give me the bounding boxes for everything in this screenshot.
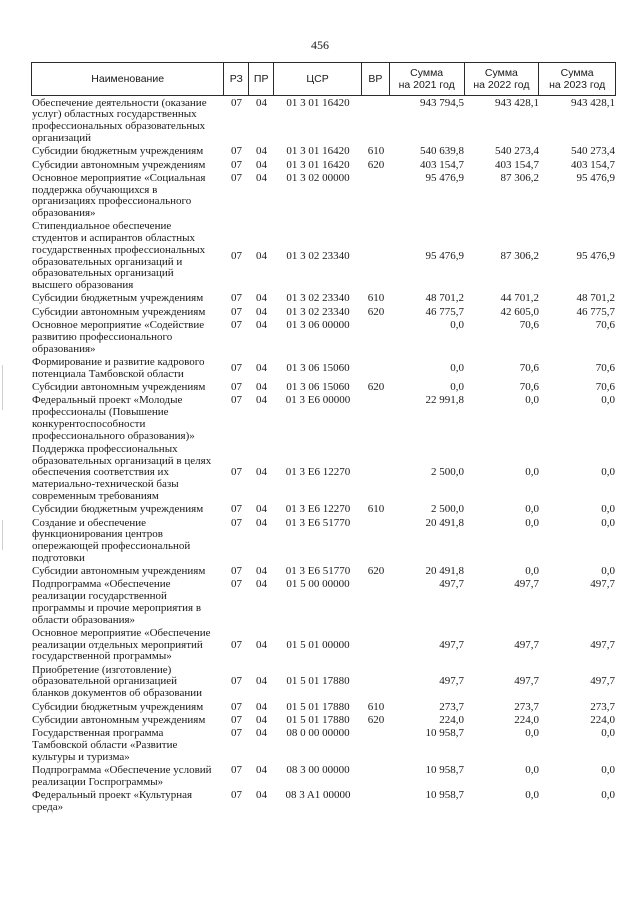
row-name: Приобретение (изготовление) образовательной организацией бланков документов об образовании <box>32 663 202 700</box>
row-vr <box>362 518 390 565</box>
row-sum-2021: 403 154,7 <box>420 158 464 171</box>
row-vr <box>362 395 390 442</box>
table-row <box>31 566 616 578</box>
row-csr: 01 5 01 17880 <box>286 700 350 713</box>
row-rz: 07 <box>231 700 242 713</box>
row-name: Субсидии автономным учреждениям <box>32 713 206 726</box>
row-pr: 04 <box>256 305 267 318</box>
row-csr: 08 3 A1 00000 <box>285 789 351 802</box>
table-row <box>31 357 616 380</box>
row-sum-2022: 0,0 <box>525 789 539 802</box>
row-rz: 07 <box>231 466 242 479</box>
row-csr: 01 3 E6 51770 <box>285 516 351 529</box>
row-sum-2023: 497,7 <box>590 675 615 688</box>
row-csr: 01 5 01 17880 <box>286 675 350 688</box>
row-pr: 04 <box>256 171 267 184</box>
row-rz: 07 <box>231 713 242 726</box>
header-vr: ВР <box>362 63 390 95</box>
row-pr: 04 <box>256 713 267 726</box>
row-pr: 04 <box>256 361 267 374</box>
row-csr: 01 3 E6 12270 <box>285 466 351 479</box>
row-sum-2023: 95 476,9 <box>576 249 615 262</box>
row-pr: 04 <box>256 158 267 171</box>
table-row <box>31 765 616 788</box>
row-sum-2023: 224,0 <box>590 713 615 726</box>
header-sum-2021: Сумма на 2021 год <box>390 63 465 95</box>
row-rz: 07 <box>231 381 242 394</box>
row-sum-2021: 0,0 <box>450 319 464 332</box>
row-name: Федеральный проект «Молодые профессионалы (Повышение конкурентоспособности профессионального образования)» <box>32 394 195 442</box>
row-name: Основное мероприятие «Социальная поддержка обучающихся в организациях профессионального образования» <box>32 171 206 220</box>
row-vr <box>362 98 390 145</box>
row-csr: 01 3 E6 51770 <box>285 565 351 578</box>
row-rz: 07 <box>231 96 242 109</box>
row-vr: 620 <box>367 381 385 394</box>
row-name: Создание и обеспечение функционирования центров опережающей профессиональной подготовки <box>32 516 191 564</box>
table-row <box>31 146 616 158</box>
row-rz: 07 <box>231 249 242 262</box>
row-vr <box>362 728 390 763</box>
row-sum-2023: 540 273,4 <box>571 145 615 158</box>
row-pr: 04 <box>256 638 267 651</box>
row-csr: 01 3 06 15060 <box>286 361 350 374</box>
row-sum-2022: 44 701,2 <box>500 292 539 305</box>
row-rz: 07 <box>231 516 242 529</box>
table-row <box>31 382 616 394</box>
row-csr: 01 3 01 16420 <box>286 96 350 109</box>
row-rz: 07 <box>231 578 242 591</box>
row-sum-2022: 0,0 <box>525 516 539 529</box>
row-pr: 04 <box>256 578 267 591</box>
table-row <box>31 173 616 220</box>
row-sum-2021: 20 491,8 <box>425 565 464 578</box>
row-sum-2022: 0,0 <box>525 394 539 407</box>
row-sum-2022: 0,0 <box>525 764 539 777</box>
row-name: Подпрограмма «Обеспечение реализации государственной программы и прочие мероприятия в области образования» <box>32 578 202 626</box>
row-pr: 04 <box>256 565 267 578</box>
row-vr <box>362 579 390 626</box>
row-sum-2022: 70,6 <box>519 361 539 374</box>
row-sum-2023: 0,0 <box>601 503 615 516</box>
row-rz: 07 <box>231 171 242 184</box>
row-rz: 07 <box>231 727 242 740</box>
row-rz: 07 <box>231 764 242 777</box>
row-rz: 07 <box>231 145 242 158</box>
row-sum-2021: 0,0 <box>450 361 464 374</box>
row-vr: 620 <box>367 305 385 318</box>
row-sum-2023: 70,6 <box>595 319 615 332</box>
table-row <box>31 221 616 291</box>
row-sum-2022: 0,0 <box>525 503 539 516</box>
row-sum-2021: 497,7 <box>439 578 464 591</box>
row-sum-2021: 224,0 <box>439 713 464 726</box>
row-sum-2023: 273,7 <box>590 700 615 713</box>
row-sum-2021: 273,7 <box>439 700 464 713</box>
table-row <box>31 628 616 663</box>
row-sum-2021: 0,0 <box>450 381 464 394</box>
row-sum-2022: 497,7 <box>514 675 539 688</box>
header-sum-2023: Сумма на 2023 год <box>549 67 606 91</box>
row-name: Основное мероприятие «Обеспечение реализации отдельных мероприятий государственной программы» <box>32 626 211 663</box>
row-name: Обеспечение деятельности (оказание услуг) областных государственных профессиональных образовательных организаций <box>32 96 207 144</box>
row-sum-2022: 497,7 <box>514 578 539 591</box>
row-sum-2023: 497,7 <box>590 578 615 591</box>
row-csr: 08 0 00 00000 <box>286 727 350 740</box>
row-vr <box>362 765 390 788</box>
row-pr: 04 <box>256 249 267 262</box>
row-rz: 07 <box>231 638 242 651</box>
row-name: Субсидии бюджетным учреждениям <box>32 503 204 516</box>
row-rz: 07 <box>231 158 242 171</box>
row-sum-2022: 42 605,0 <box>500 305 539 318</box>
row-csr: 01 3 E6 12270 <box>285 503 351 516</box>
row-rz: 07 <box>231 565 242 578</box>
row-name: Субсидии бюджетным учреждениям <box>32 292 204 305</box>
row-sum-2021: 10 958,7 <box>425 764 464 777</box>
scan-margin-mark <box>2 520 3 550</box>
row-vr: 610 <box>367 503 385 516</box>
row-pr: 04 <box>256 700 267 713</box>
row-name: Субсидии бюджетным учреждениям <box>32 145 204 158</box>
row-vr: 620 <box>367 565 385 578</box>
row-csr: 01 3 02 00000 <box>286 171 350 184</box>
row-csr: 01 5 00 00000 <box>286 578 350 591</box>
row-name: Основное мероприятие «Содействие развитию профессионального образования» <box>32 319 205 355</box>
row-sum-2021: 943 794,5 <box>420 96 464 109</box>
table-row <box>31 160 616 172</box>
row-rz: 07 <box>231 394 242 407</box>
table-row <box>31 728 616 763</box>
row-vr <box>362 320 390 355</box>
row-sum-2023: 943 428,1 <box>571 96 615 109</box>
row-pr: 04 <box>256 727 267 740</box>
header-rz: РЗ <box>224 63 249 95</box>
row-sum-2022: 403 154,7 <box>495 158 539 171</box>
row-pr: 04 <box>256 516 267 529</box>
row-name: Формирование и развитие кадрового потенциала Тамбовской области <box>32 355 205 380</box>
row-rz: 07 <box>231 503 242 516</box>
row-rz: 07 <box>231 319 242 332</box>
table-row <box>31 665 616 700</box>
row-name: Поддержка профессиональных образовательных организаций в целях обеспечения соответствия их материально-технической базы современным требованиям <box>32 442 212 502</box>
table-row <box>31 702 616 714</box>
row-name: Федеральный проект «Культурная среда» <box>32 789 193 813</box>
row-vr <box>362 790 390 813</box>
row-sum-2023: 497,7 <box>590 638 615 651</box>
row-name: Стипендиальное обеспечение студентов и аспирантов областных государственных профессиональных образовательных организаций и образовательных организаций высшего образования <box>32 220 206 291</box>
table-body <box>31 98 616 814</box>
row-sum-2023: 0,0 <box>601 466 615 479</box>
row-sum-2022: 0,0 <box>525 466 539 479</box>
row-rz: 07 <box>231 292 242 305</box>
row-csr: 01 3 02 23340 <box>286 292 350 305</box>
row-pr: 04 <box>256 675 267 688</box>
row-csr: 01 3 06 15060 <box>286 381 350 394</box>
table-row <box>31 307 616 319</box>
row-sum-2021: 46 775,7 <box>425 305 464 318</box>
row-vr <box>362 173 390 220</box>
table-row <box>31 579 616 626</box>
table-row <box>31 518 616 565</box>
row-name: Субсидии автономным учреждениям <box>32 565 206 578</box>
row-csr: 01 3 02 23340 <box>286 305 350 318</box>
row-pr: 04 <box>256 764 267 777</box>
row-sum-2021: 95 476,9 <box>425 171 464 184</box>
row-rz: 07 <box>231 789 242 802</box>
table-row <box>31 504 616 516</box>
row-pr: 04 <box>256 466 267 479</box>
row-pr: 04 <box>256 381 267 394</box>
scan-margin-mark <box>2 365 3 410</box>
header-csr: ЦСР <box>274 63 362 95</box>
header-sum-2022: Сумма на 2022 год <box>465 63 540 95</box>
row-sum-2022: 273,7 <box>514 700 539 713</box>
table-row <box>31 98 616 145</box>
row-vr: 610 <box>367 292 385 305</box>
row-name: Государственная программа Тамбовской области «Развитие культуры и туризма» <box>32 727 178 763</box>
row-sum-2023: 70,6 <box>595 381 615 394</box>
row-sum-2021: 2 500,0 <box>431 503 464 516</box>
table-row <box>31 790 616 813</box>
row-rz: 07 <box>231 305 242 318</box>
table-header <box>31 62 616 96</box>
row-sum-2023: 0,0 <box>601 789 615 802</box>
table-row <box>31 444 616 503</box>
row-vr: 610 <box>367 145 385 158</box>
row-rz: 07 <box>231 361 242 374</box>
table-row <box>31 320 616 355</box>
row-pr: 04 <box>256 789 267 802</box>
row-vr: 620 <box>367 158 385 171</box>
row-pr: 04 <box>256 319 267 332</box>
row-sum-2022: 87 306,2 <box>500 249 539 262</box>
row-sum-2021: 22 991,8 <box>425 394 464 407</box>
header-name: Наименование <box>32 63 224 95</box>
budget-table <box>31 62 616 814</box>
row-pr: 04 <box>256 503 267 516</box>
row-sum-2022: 224,0 <box>514 713 539 726</box>
row-pr: 04 <box>256 394 267 407</box>
row-sum-2021: 20 491,8 <box>425 516 464 529</box>
row-sum-2023: 46 775,7 <box>576 305 615 318</box>
row-name: Субсидии автономным учреждениям <box>32 158 206 171</box>
row-name: Субсидии автономным учреждениям <box>32 305 206 318</box>
row-name: Субсидии бюджетным учреждениям <box>32 700 204 713</box>
row-sum-2023: 0,0 <box>601 394 615 407</box>
row-sum-2022: 943 428,1 <box>495 96 539 109</box>
row-sum-2021: 10 958,7 <box>425 789 464 802</box>
row-pr: 04 <box>256 292 267 305</box>
row-sum-2021: 95 476,9 <box>425 249 464 262</box>
row-sum-2023: 0,0 <box>601 565 615 578</box>
table-row <box>31 715 616 727</box>
row-sum-2022: 70,6 <box>519 319 539 332</box>
row-sum-2021: 10 958,7 <box>425 727 464 740</box>
page-number: 456 <box>311 38 329 52</box>
row-csr: 01 5 01 00000 <box>286 638 350 651</box>
row-sum-2023: 48 701,2 <box>576 292 615 305</box>
row-pr: 04 <box>256 145 267 158</box>
row-sum-2023: 0,0 <box>601 727 615 740</box>
row-csr: 01 3 E6 00000 <box>285 394 351 407</box>
row-sum-2023: 0,0 <box>601 516 615 529</box>
row-sum-2021: 48 701,2 <box>425 292 464 305</box>
row-csr: 01 3 01 16420 <box>286 145 350 158</box>
row-sum-2021: 497,7 <box>439 638 464 651</box>
row-rz: 07 <box>231 675 242 688</box>
row-name: Субсидии автономным учреждениям <box>32 381 206 394</box>
row-sum-2022: 540 273,4 <box>495 145 539 158</box>
row-csr: 01 5 01 17880 <box>286 713 350 726</box>
table-row <box>31 293 616 305</box>
row-sum-2022: 87 306,2 <box>500 171 539 184</box>
row-sum-2022: 0,0 <box>525 727 539 740</box>
row-csr: 01 3 01 16420 <box>286 158 350 171</box>
row-sum-2021: 540 639,8 <box>420 145 464 158</box>
row-csr: 01 3 02 23340 <box>286 249 350 262</box>
row-vr: 620 <box>367 713 385 726</box>
row-pr: 04 <box>256 96 267 109</box>
row-csr: 08 3 00 00000 <box>286 764 350 777</box>
row-sum-2022: 497,7 <box>514 638 539 651</box>
row-sum-2021: 2 500,0 <box>431 466 464 479</box>
row-sum-2023: 403 154,7 <box>571 158 615 171</box>
row-sum-2023: 70,6 <box>595 361 615 374</box>
row-vr: 610 <box>367 700 385 713</box>
row-name: Подпрограмма «Обеспечение условий реализации Госпрограммы» <box>32 764 212 788</box>
row-sum-2022: 70,6 <box>519 381 539 394</box>
row-csr: 01 3 06 00000 <box>286 319 350 332</box>
row-sum-2023: 95 476,9 <box>576 171 615 184</box>
header-pr: ПР <box>249 63 274 95</box>
row-sum-2022: 0,0 <box>525 565 539 578</box>
row-sum-2021: 497,7 <box>439 675 464 688</box>
table-row <box>31 395 616 442</box>
row-sum-2023: 0,0 <box>601 764 615 777</box>
